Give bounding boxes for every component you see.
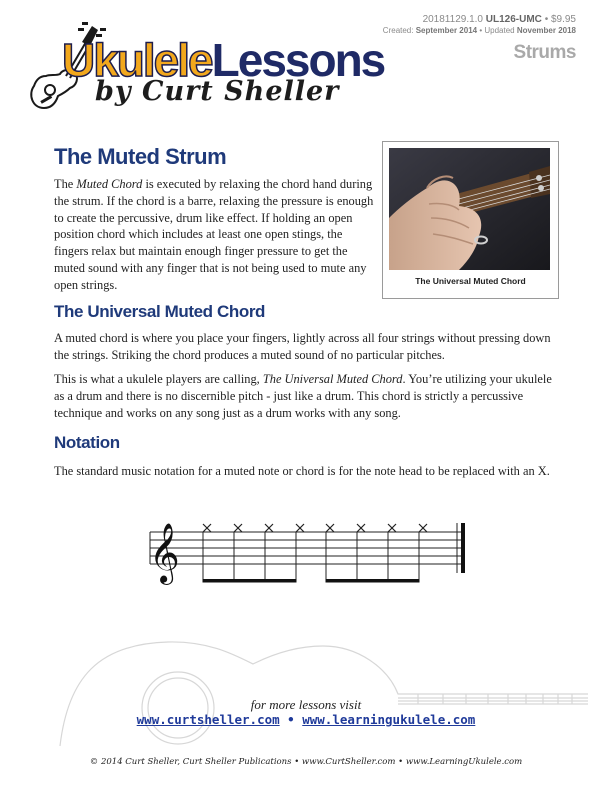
muted-note-x <box>388 524 396 582</box>
ukulele-outline-icon <box>58 638 588 748</box>
price: • $9.95 <box>544 14 576 25</box>
muted-note-x <box>357 524 365 582</box>
universal-muted-chord-term: The Universal Muted Chord <box>262 372 403 386</box>
eighth-note-beam <box>203 579 297 583</box>
updated-date: November 2018 <box>516 26 576 35</box>
created-label: Created: <box>382 26 414 35</box>
photo-figure <box>382 141 559 299</box>
universal-paragraph-2: This is what a ukulele players are calling, The Universal Muted Chord. You’re utilizing your ukulele as a drum and there is no discernible pitch - just like a drum. This chord is strictly a percussive technique and works on any song just as a drum works with any song. <box>54 372 552 420</box>
photo-caption: The Universal Muted Chord <box>415 276 526 286</box>
created-date: September 2014 <box>415 26 478 35</box>
muted-note-x <box>265 524 273 582</box>
muted-strum-paragraph: The Muted Chord is executed by relaxing the chord hand during the strum. If the chord is a barre, relaxing the pressure is enough to create the percussive, drum like effect. If holding an open position chord which includes at least one open stings, the fingers relax but maintain enough finger pressure to get the muted sound with any finger that is not being used to mute any open strings. <box>54 177 374 292</box>
muted-note-x <box>419 524 427 582</box>
category-label: Strums <box>513 42 576 63</box>
muted-strum-staff <box>145 508 475 590</box>
staff-lines <box>150 532 463 564</box>
muted-note-x <box>326 524 334 582</box>
muted-note-x <box>234 524 242 582</box>
heading-universal-muted-chord: The Universal Muted Chord <box>54 302 266 321</box>
more-lessons-text: for more lessons visit <box>250 697 362 712</box>
link-curtsheller[interactable]: www.curtsheller.com <box>136 712 280 727</box>
treble-clef-icon: 𝄞 <box>149 523 180 583</box>
document-code-prefix: 20181129.1.0 <box>422 14 483 25</box>
muted-note-x <box>296 524 304 582</box>
logo-byline: by Curt Sheller <box>95 76 340 107</box>
muted-chord-term: Muted Chord <box>76 177 143 191</box>
logo-word-ukulele: Ukulele <box>62 34 212 86</box>
eighth-note-beam <box>326 579 420 583</box>
updated-label: • Updated <box>479 26 515 35</box>
link-learningukulele[interactable]: www.learningukulele.com <box>302 712 476 727</box>
copyright-line: © 2014 Curt Sheller, Curt Sheller Publications • www.CurtSheller.com • www.LearningUkulele.com <box>89 757 523 767</box>
hand-on-ukulele-photo <box>389 148 550 270</box>
muted-note-group <box>203 524 428 583</box>
notation-paragraph: The standard music notation for a muted note or chord is for the note head to be replaced with an X. <box>54 464 550 478</box>
heading-notation: Notation <box>54 433 120 452</box>
final-barline-thick <box>461 523 465 573</box>
link-separator: • <box>279 712 303 727</box>
heading-muted-strum: The Muted Strum <box>54 144 227 169</box>
footer-links <box>0 712 612 727</box>
document-code: UL126-UMC <box>485 14 542 25</box>
logo-word-lessons: Lessons <box>211 34 385 86</box>
universal-paragraph-1: A muted chord is where you place your fingers, lightly across all four strings without pressing down the strings. Striking the chord produces a muted sound of no particular pitches. <box>54 331 551 362</box>
muted-note-x <box>203 524 211 582</box>
